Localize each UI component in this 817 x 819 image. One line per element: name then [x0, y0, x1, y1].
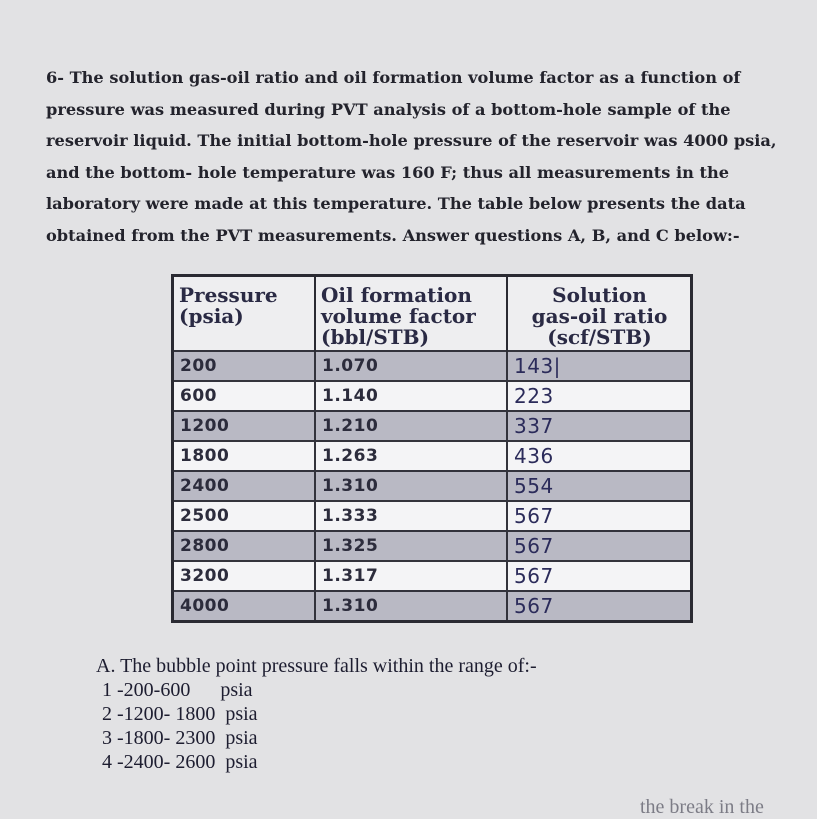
- pressure-cell: 2400: [173, 471, 316, 501]
- header-solution-gas-oil-ratio: [507, 276, 692, 352]
- question-a-title: A. The bubble point pressure falls within the range of:-: [96, 655, 537, 677]
- problem-line: reservoir liquid. The initial bottom-hole pressure of the reservoir was 4000 psia,: [46, 131, 777, 150]
- header-line: Pressure: [179, 283, 278, 307]
- pressure-cell: 2800: [173, 531, 316, 561]
- header-line: (psia): [179, 304, 244, 328]
- table-row: [173, 351, 692, 381]
- bo-cell: 1.310: [315, 471, 507, 501]
- header-line: Oil formation: [321, 283, 472, 307]
- pvt-data-table: [171, 274, 693, 623]
- pressure-cell: 1800: [173, 441, 316, 471]
- header-line: (bbl/STB): [321, 325, 430, 349]
- table-row: [173, 381, 692, 411]
- rs-cell: 567: [507, 531, 692, 561]
- table-row: [173, 471, 692, 501]
- rs-cell: 436: [507, 441, 692, 471]
- question-a: [96, 654, 537, 774]
- problem-line: pressure was measured during PVT analysis of a bottom-hole sample of the: [46, 99, 731, 119]
- problem-line: laboratory were made at this temperature. The table below presents the data: [46, 194, 746, 213]
- header-oil-formation-volume-factor: [315, 276, 507, 352]
- table-row: [173, 561, 692, 591]
- rs-cell: 143|: [507, 351, 692, 381]
- option-4: 4 -2400- 2600 psia: [102, 751, 258, 773]
- bo-cell: 1.310: [315, 591, 507, 622]
- option-3: 3 -1800- 2300 psia: [102, 727, 258, 749]
- problem-statement: [46, 62, 786, 251]
- rs-cell: 337: [507, 411, 692, 441]
- header-pressure: [173, 276, 316, 352]
- header-line: volume factor: [321, 304, 476, 328]
- rs-cell: 554: [507, 471, 692, 501]
- bo-cell: 1.333: [315, 501, 507, 531]
- problem-line: obtained from the PVT measurements. Answer questions A, B, and C below:-: [46, 225, 740, 245]
- header-line: Solution: [552, 283, 647, 307]
- pressure-cell: 3200: [173, 561, 316, 591]
- rs-cell: 223: [507, 381, 692, 411]
- bo-cell: 1.070: [315, 351, 507, 381]
- table-row: [173, 531, 692, 561]
- table-header-row: [173, 276, 692, 352]
- table-row: [173, 591, 692, 622]
- table-row: [173, 501, 692, 531]
- rs-cell: 567: [507, 591, 692, 622]
- rs-cell: 567: [507, 561, 692, 591]
- option-2: 2 -1200- 1800 psia: [102, 703, 258, 725]
- bo-cell: 1.210: [315, 411, 507, 441]
- table-row: [173, 411, 692, 441]
- pressure-cell: 2500: [173, 501, 316, 531]
- pressure-cell: 600: [173, 381, 316, 411]
- bo-cell: 1.325: [315, 531, 507, 561]
- bo-cell: 1.263: [315, 441, 507, 471]
- pressure-cell: 1200: [173, 411, 316, 441]
- cutoff-text: the break in the: [640, 796, 764, 818]
- pressure-cell: 200: [173, 351, 316, 381]
- bo-cell: 1.140: [315, 381, 507, 411]
- pressure-cell: 4000: [173, 591, 316, 622]
- header-line: gas-oil ratio: [531, 304, 668, 328]
- table-row: [173, 441, 692, 471]
- option-1: 1 -200-600 psia: [102, 679, 253, 701]
- header-line: (scf/STB): [547, 325, 652, 349]
- problem-line: 6- The solution gas-oil ratio and oil formation volume factor as a function of: [46, 68, 741, 87]
- problem-line: and the bottom- hole temperature was 160 F; thus all measurements in the: [46, 162, 730, 182]
- rs-cell: 567: [507, 501, 692, 531]
- bo-cell: 1.317: [315, 561, 507, 591]
